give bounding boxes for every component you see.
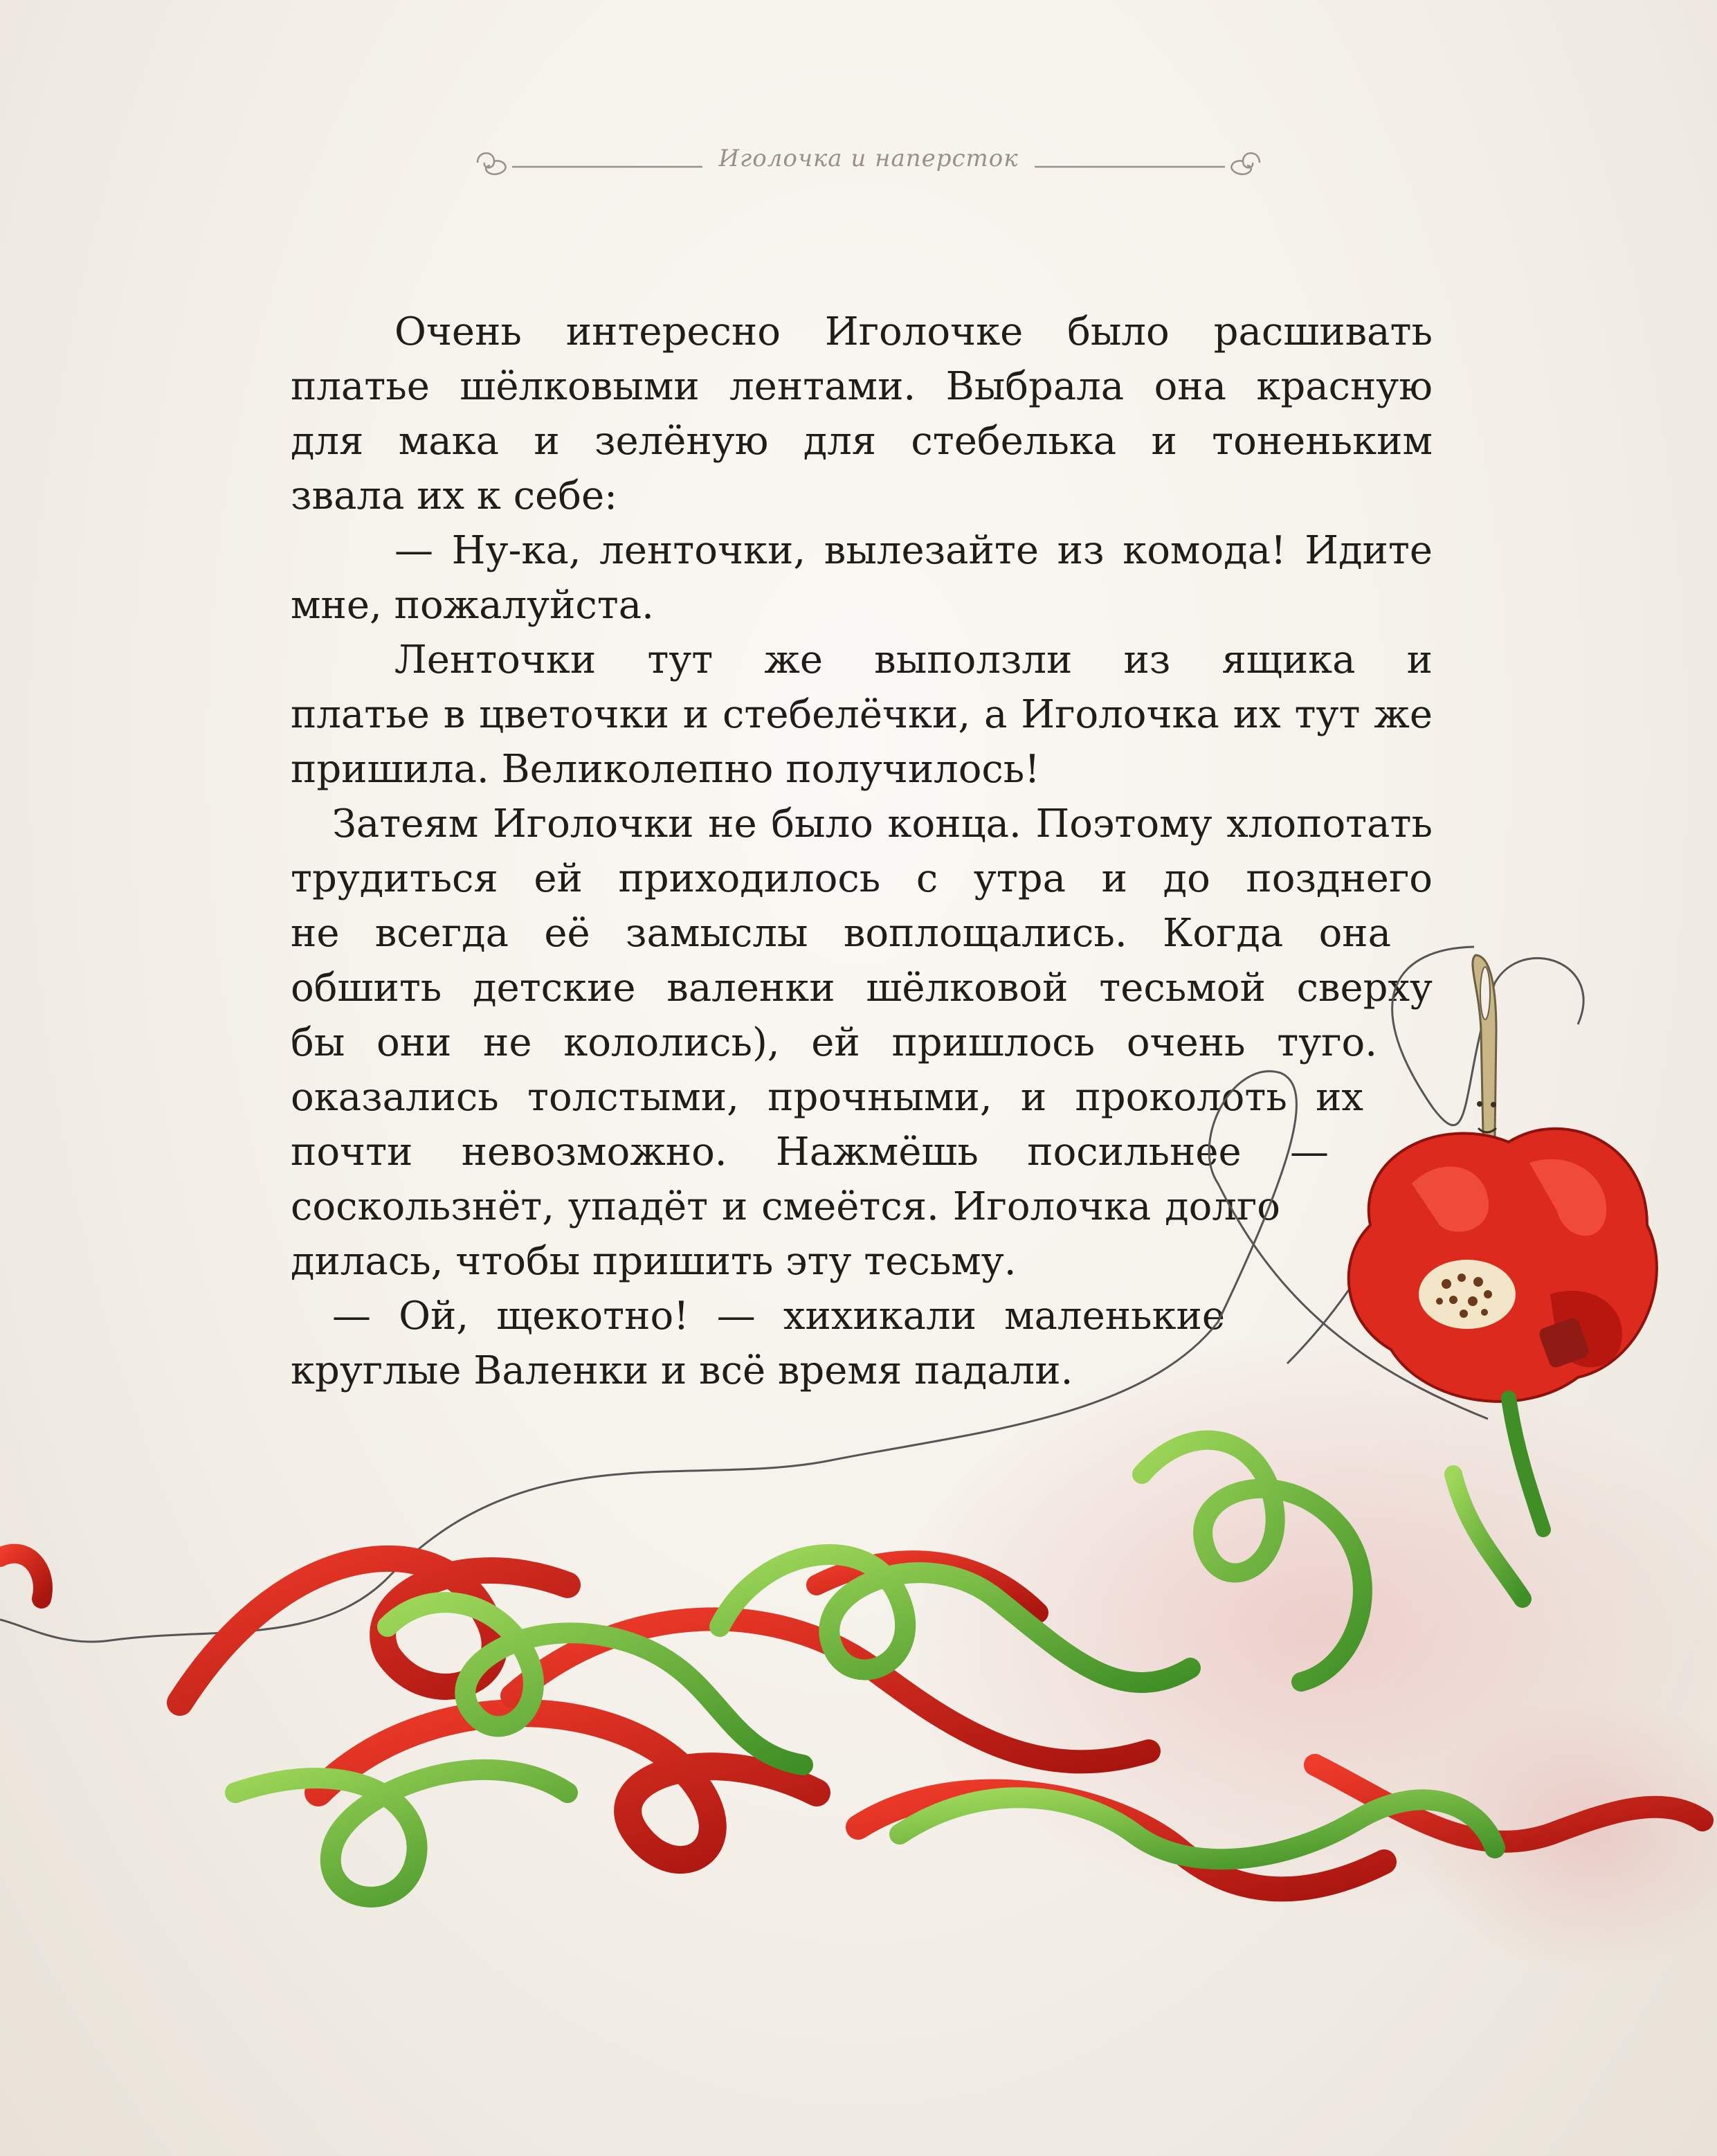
story-line: для мака и зелёную для стебелька и тоненьким bbox=[291, 419, 1433, 464]
story-line: почти невозможно. Нажмёшь посильнее — bbox=[291, 1130, 1329, 1175]
story-line: бы они не кололись), ей пришлось очень туго. bbox=[291, 1020, 1377, 1065]
story-line: круглые Валенки и всё время падали. bbox=[291, 1348, 1073, 1393]
story-line: — Ой, щекотно! — хихикали маленькие bbox=[332, 1294, 1225, 1339]
story-line: оказались толстыми, прочными, и проколоть их bbox=[291, 1075, 1363, 1120]
story-line: пришила. Великолепно получилось! bbox=[291, 747, 1040, 792]
story-line: обшить детские валенки шёлковой тесьмой сверху bbox=[291, 966, 1433, 1011]
story-line: дилась, чтобы пришить эту тесьму. bbox=[291, 1239, 1017, 1284]
story-line: трудиться ей приходилось с утра и до позднего bbox=[291, 856, 1433, 901]
story-line: не всегда её замыслы воплощались. Когда она bbox=[291, 911, 1391, 956]
story-line: — Ну-ка, ленточки, вылезайте из комода! Идите bbox=[394, 528, 1433, 573]
ribbons-illustration bbox=[0, 934, 1717, 2156]
story-line: Ленточки тут же выползли из ящика и bbox=[394, 637, 1433, 682]
story-line: соскользнёт, упадёт и смеётся. Иголочка долго bbox=[291, 1184, 1280, 1229]
story-line: звала их к себе: bbox=[291, 473, 617, 518]
running-header bbox=[471, 142, 1266, 190]
running-title: Иголочка и наперсток bbox=[718, 145, 1019, 172]
story-line: платье в цветочки и стебелёчки, а Иголочка их тут же bbox=[291, 692, 1433, 737]
story-line: платье шёлковыми лентами. Выбрала она красную bbox=[291, 364, 1433, 409]
story-line: мне, пожалуйста. bbox=[291, 583, 654, 628]
story-line: Затеям Иголочки не было конца. Поэтому хлопотать bbox=[332, 801, 1433, 846]
story-line: Очень интересно Иголочке было расшивать bbox=[394, 309, 1433, 354]
